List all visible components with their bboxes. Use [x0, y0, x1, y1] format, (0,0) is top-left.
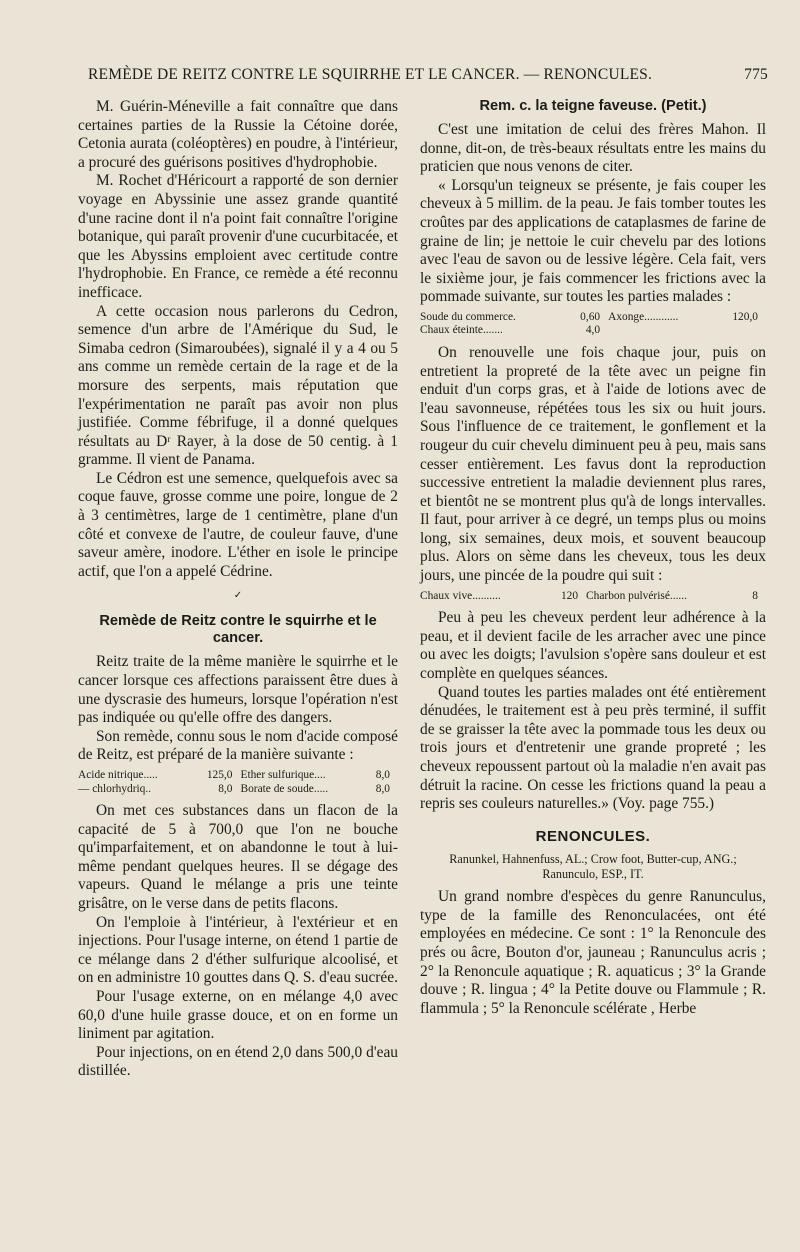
- paragraph: C'est une imitation de celui des frères Mahon. Il donne, dit-on, de très-beaux résultats entre les mains du praticien que nous venons de citer.: [420, 121, 766, 176]
- right-column: [420, 98, 766, 1018]
- paragraph: On met ces substances dans un flacon de la capacité de 5 à 700,0 que l'on ne bouche qu'imparfaitement, et on abandonne le tout à lui-même pendant quelques heures. Il se dégage des vapeurs. Quand le mélange a pris une teinte grisâtre, on le verse dans de petits flacons.: [78, 802, 398, 912]
- ingredient: Soude du commerce.: [420, 310, 516, 323]
- paragraph: M. Rochet d'Héricourt a rapporté de son dernier voyage en Abyssinie une assez grande quantité d'une racine dont il n'a point fait connaître l'origine botanique, qui paraît provenir d'une cucurbitacée, et que les Abyssins emploient avec certitude contre l'hydrophobie. En France, ce remède a été reconnu inefficace.: [78, 172, 398, 301]
- paragraph: « Lorsqu'un teigneux se présente, je fais couper les cheveux à 5 millim. de la peau. Je fais tomber toutes les croûtes par des applications de cataplasmes de farine de graine de lin; je nettoie le cuir chevelu par des lotions avec l'eau de savon ou de lessive légère. Cela fait, vers le sixième jour, je fais commencer les frictions avec la pommade suivante, sur toutes les parties malades :: [420, 176, 766, 306]
- ingredient: [608, 324, 715, 338]
- running-title: REMÈDE DE REITZ CONTRE LE SQUIRRHE ET LE CANCER. — RENONCULES.: [88, 66, 653, 83]
- ingredient: Ether sulfurique....: [240, 769, 326, 781]
- paragraph: On renouvelle une fois chaque jour, puis on entretient la propreté de la tête avec un peigne fin enduit d'un corps gras, et à l'aide de lotions avec de l'eau savonneuse, répétées tous les six ou huit jours. Sous l'influence de ce traitement, le gonflement et la rougeur du cuir chevelu diminuent peu à peu, mais sans cesser entièrement. Les favus dont la reproduction successive entretient la maladie deviennent plus rares, et bientôt ne se montrent plus qu'à de longs intervalles. Il faut, pour arriver à ce degré, un temps plus ou moins long, six semaines, deux mois, et souvent beaucoup plus. Alors on sème dans les cheveux, tous les deux jours, une pincée de la poudre qui suit :: [420, 343, 766, 585]
- ingredient: Chaux éteinte.......: [420, 324, 503, 337]
- section-title-teigne: Rem. c. la teigne faveuse. (Petit.): [479, 98, 707, 114]
- formula-row: [78, 769, 398, 783]
- formula-row: [420, 590, 766, 604]
- quantity: 0,60: [580, 310, 601, 323]
- quantity: 8,0: [218, 782, 233, 795]
- quantity: 120: [560, 589, 579, 602]
- quantity: 125,0: [206, 769, 233, 781]
- page-number: 775: [744, 66, 768, 83]
- formula-row: [78, 783, 398, 797]
- ingredient: Acide nitrique.....: [78, 769, 158, 781]
- formula-table-poudre: [420, 590, 766, 604]
- paragraph: Son remède, connu sous le nom d'acide composé de Reitz, est préparé de la manière suivante :: [78, 727, 398, 764]
- ingredient: Borate de soude.....: [240, 782, 329, 795]
- quantity: 8: [752, 589, 758, 602]
- quantity: 8,0: [375, 769, 390, 781]
- left-column: [78, 98, 398, 1081]
- paragraph: A cette occasion nous parlerons du Cedron, semence d'un arbre de l'Amérique du Sud, le Simaba cedron (Simaroubées), signalé il y a 4 ou 5 ans comme un remède certain de la rage et de la morsure des serpents, mais réputation que l'expérimentation ne paraît pas avoir non plus justifiée. Comme fébrifuge, il a donné quelques résultats au Dʳ Rayer, à la dose de 50 centig. à 1 gramme. Il vient de Panama.: [78, 302, 398, 469]
- paragraph: Peu à peu les cheveux perdent leur adhérence à la peau, et il devient facile de les arracher avec une pince ou avec les doigts; l'avulsion s'opère sans douleur et est complète en quelques séances.: [420, 609, 766, 682]
- synonyms-line: Ranunkel, Hahnenfuss, AL.; Crow foot, Butter-cup, ANG.; Ranunculo, ESP., IT.: [449, 852, 737, 882]
- paragraph: Pour injections, on en étend 2,0 dans 500,0 d'eau distillée.: [78, 1043, 398, 1080]
- divider-mark: ✓: [233, 590, 243, 602]
- formula-row: [420, 324, 766, 338]
- section-title-reitz: Remède de Reitz contre le squirrhe et le cancer.: [99, 613, 377, 647]
- ingredient: — chlorhydriq..: [78, 782, 152, 795]
- quantity: 120,0: [732, 310, 758, 323]
- paragraph: Quand toutes les parties malades ont été entièrement dénudées, le traitement est à peu près terminé, il suffit de se graisser la tête avec la pommade tous les deux ou trois jours et d'entretenir une grande propreté ; les cheveux repoussent partout où la maladie n'en avait pas détruit la racine. On cesse les frictions quand la peau a repris ses couleurs naturelles.» (Voy. page 755.): [420, 683, 766, 813]
- formula-table-reitz: [78, 769, 398, 796]
- quantity: 4,0: [585, 324, 601, 337]
- quantity: 8,0: [375, 782, 390, 795]
- ingredient: Axonge............: [608, 310, 679, 323]
- paragraph: M. Guérin-Méneville a fait connaître que dans certaines parties de la Russie la Cétoine dorée, Cetonia aurata (coléoptères) en poudre, à l'intérieur, a procuré des guérisons positives d'hydrophobie.: [78, 98, 398, 171]
- formula-table-pommade: [420, 311, 766, 338]
- main-title-renoncules: RENONCULES.: [535, 827, 651, 845]
- paragraph: On l'emploie à l'intérieur, à l'extérieur et en injections. Pour l'usage interne, on étend 1 partie de ce mélange dans 2 d'éther sulfurique alcoolisé, et on en administre 10 gouttes dans Q. S. d'eau sucrée.: [78, 913, 398, 987]
- paragraph: Un grand nombre d'espèces du genre Ranunculus, type de la famille des Renonculacées, ont été employées en médecine. Ce sont : 1° la Renoncule des prés ou âcre, Bouton d'or, jauneau ; Ranunculus acris ; 2° la Renoncule aquatique ; R. aquaticus ; 3° la Grande douve ; R. lingua ; 4° la Petite douve ou Flammule ; R. flammula ; 5° la Renoncule scélérate , Herbe: [420, 888, 766, 1017]
- ingredient: Charbon pulvérisé......: [586, 589, 687, 602]
- ingredient: Chaux vive..........: [420, 589, 501, 602]
- paragraph: Le Cédron est une semence, quelquefois avec sa coque fauve, grosse comme une poire, longue de 2 à 3 centimètres, large de 1 centimètre, plane d'un côté et convexe de l'autre, de couleur fauve, d'une saveur amère, inodore. L'éther en isole le principe actif, que l'on a appelé Cédrine.: [78, 469, 398, 580]
- formula-row: [420, 311, 766, 325]
- paragraph: Reitz traite de la même manière le squirrhe et le cancer lorsque ces affections paraissent être dues à une dyscrasie des humeurs, lorsque l'opération n'est pas indiquée ou qu'elle offre des dangers.: [78, 653, 398, 727]
- quantity: [715, 324, 766, 338]
- paragraph: Pour l'usage externe, on en mélange 4,0 avec 60,0 d'une huile grasse douce, et on en forme un liniment par agitation.: [78, 987, 398, 1043]
